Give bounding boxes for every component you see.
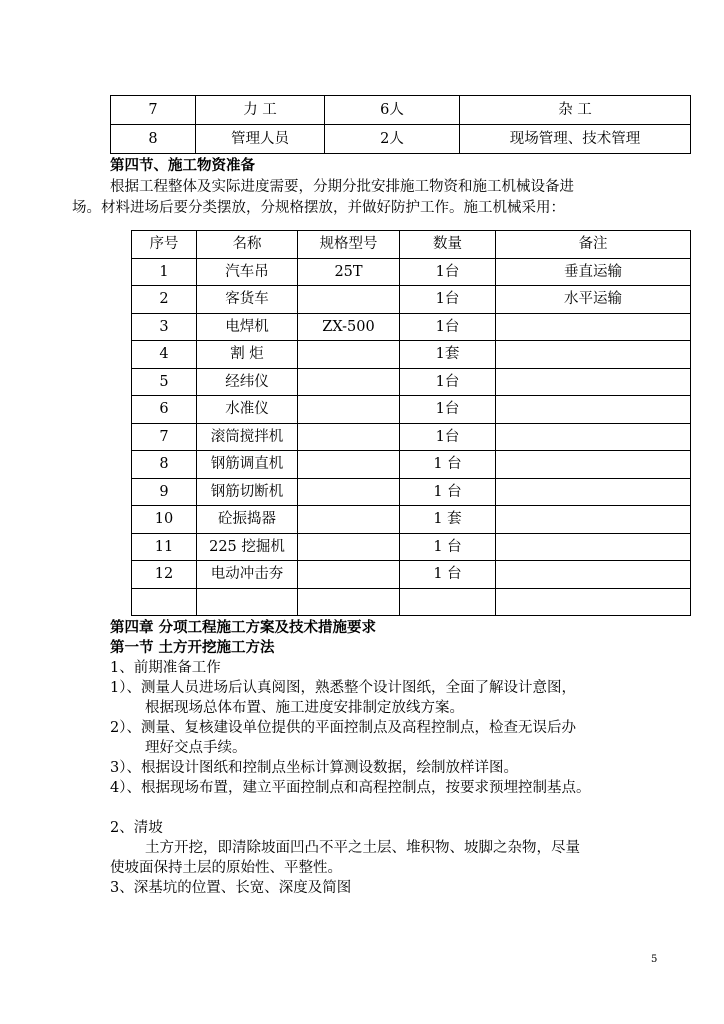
equipment-name: 钢筋调直机 xyxy=(197,451,298,479)
equipment-spec xyxy=(298,423,400,451)
equipment-qty: 1台 xyxy=(400,396,496,424)
equipment-note xyxy=(496,588,691,616)
table-row xyxy=(132,588,691,616)
equipment-note xyxy=(496,451,691,479)
header-qty: 数量 xyxy=(400,231,496,259)
staff-table xyxy=(110,95,691,154)
equipment-note xyxy=(496,313,691,341)
table-row xyxy=(111,96,691,125)
section1-title: 第一节 土方开挖施工方法 xyxy=(110,640,275,656)
equipment-name: 割 炬 xyxy=(197,341,298,369)
equipment-spec: ZX-500 xyxy=(298,313,400,341)
table-row xyxy=(132,478,691,506)
table-row xyxy=(132,423,691,451)
header-name: 名称 xyxy=(197,231,298,259)
header-no: 序号 xyxy=(132,231,197,259)
equipment-spec xyxy=(298,478,400,506)
equipment-spec xyxy=(298,451,400,479)
equipment-qty: 1 台 xyxy=(400,561,496,589)
item1-4: 4）、根据现场布置，建立平面控制点和高程控制点，按要求预埋控制基点。 xyxy=(110,780,591,796)
item1-1b: 根据现场总体布置、施工进度安排制定放线方案。 xyxy=(145,700,464,716)
equipment-qty: 1台 xyxy=(400,313,496,341)
equipment-note: 水平运输 xyxy=(496,286,691,314)
table-row xyxy=(132,286,691,314)
item1-3: 3）、根据设计图纸和控制点坐标计算测设数据，绘制放样详图。 xyxy=(110,760,518,776)
equipment-spec xyxy=(298,341,400,369)
equipment-qty: 1 台 xyxy=(400,451,496,479)
equipment-no: 5 xyxy=(132,368,197,396)
item2-b: 使坡面保持土层的原始性、平整性。 xyxy=(110,860,342,876)
equipment-name: 经纬仪 xyxy=(197,368,298,396)
equipment-qty: 1套 xyxy=(400,341,496,369)
equipment-note xyxy=(496,368,691,396)
equipment-no: 9 xyxy=(132,478,197,506)
equipment-spec xyxy=(298,396,400,424)
equipment-no xyxy=(132,588,197,616)
header-note: 备注 xyxy=(496,231,691,259)
section4-title: 第四节、施工物资准备 xyxy=(110,158,255,174)
equipment-qty: 1台 xyxy=(400,258,496,286)
equipment-spec: 25T xyxy=(298,258,400,286)
equipment-qty: 1台 xyxy=(400,286,496,314)
equipment-name: 滚筒搅拌机 xyxy=(197,423,298,451)
staff-no: 8 xyxy=(111,125,196,154)
page-number: 5 xyxy=(651,954,658,965)
equipment-table xyxy=(131,230,691,616)
item1-1a: 1）、测量人员进场后认真阅图，熟悉整个设计图纸，全面了解设计意图， xyxy=(110,680,576,696)
item1-2a: 2）、测量、复核建设单位提供的平面控制点及高程控制点，检查无误后办 xyxy=(110,720,576,736)
equipment-name: 电焊机 xyxy=(197,313,298,341)
table-row xyxy=(132,533,691,561)
table-header-row xyxy=(132,231,691,259)
section4-para-line1: 根据工程整体及实际进度需要，分期分批安排施工物资和施工机械设备进 xyxy=(110,179,574,195)
equipment-name: 钢筋切断机 xyxy=(197,478,298,506)
staff-work: 杂 工 xyxy=(460,96,691,125)
equipment-name: 电动冲击夯 xyxy=(197,561,298,589)
equipment-qty: 1台 xyxy=(400,368,496,396)
equipment-no: 10 xyxy=(132,506,197,534)
staff-role: 力 工 xyxy=(196,96,325,125)
equipment-name xyxy=(197,588,298,616)
table-row xyxy=(132,368,691,396)
equipment-name: 水准仪 xyxy=(197,396,298,424)
staff-work: 现场管理、技术管理 xyxy=(460,125,691,154)
equipment-no: 2 xyxy=(132,286,197,314)
item3-title: 3、深基坑的位置、长宽、深度及简图 xyxy=(110,880,352,896)
item1-2b: 理好交点手续。 xyxy=(145,740,247,756)
equipment-spec xyxy=(298,286,400,314)
equipment-qty: 1 套 xyxy=(400,506,496,534)
section4-para-line2: 场。材料进场后要分类摆放，分规格摆放，并做好防护工作。施工机械采用： xyxy=(72,200,565,216)
staff-no: 7 xyxy=(111,96,196,125)
equipment-note xyxy=(496,533,691,561)
header-spec: 规格型号 xyxy=(298,231,400,259)
equipment-no: 6 xyxy=(132,396,197,424)
equipment-no: 8 xyxy=(132,451,197,479)
equipment-no: 1 xyxy=(132,258,197,286)
equipment-no: 7 xyxy=(132,423,197,451)
staff-count: 2人 xyxy=(325,125,460,154)
item1-title: 1、前期准备工作 xyxy=(110,660,221,676)
equipment-note: 垂直运输 xyxy=(496,258,691,286)
equipment-note xyxy=(496,396,691,424)
equipment-name: 汽车吊 xyxy=(197,258,298,286)
table-row xyxy=(132,341,691,369)
equipment-note xyxy=(496,341,691,369)
equipment-spec xyxy=(298,506,400,534)
table-row xyxy=(132,396,691,424)
equipment-qty: 1 台 xyxy=(400,478,496,506)
equipment-no: 4 xyxy=(132,341,197,369)
equipment-qty: 1 台 xyxy=(400,533,496,561)
equipment-qty xyxy=(400,588,496,616)
table-row xyxy=(132,258,691,286)
equipment-name: 225 挖掘机 xyxy=(197,533,298,561)
equipment-no: 11 xyxy=(132,533,197,561)
equipment-spec xyxy=(298,561,400,589)
equipment-spec xyxy=(298,533,400,561)
equipment-qty: 1台 xyxy=(400,423,496,451)
equipment-name: 客货车 xyxy=(197,286,298,314)
equipment-note xyxy=(496,423,691,451)
table-row xyxy=(132,451,691,479)
equipment-spec xyxy=(298,368,400,396)
table-row xyxy=(132,561,691,589)
equipment-no: 3 xyxy=(132,313,197,341)
equipment-note xyxy=(496,478,691,506)
equipment-spec xyxy=(298,588,400,616)
table-row xyxy=(132,506,691,534)
equipment-no: 12 xyxy=(132,561,197,589)
table-row xyxy=(111,125,691,154)
equipment-note xyxy=(496,506,691,534)
staff-count: 6人 xyxy=(325,96,460,125)
item2-a: 土方开挖，即清除坡面凹凸不平之土层、堆积物、坡脚之杂物，尽量 xyxy=(145,840,580,856)
staff-role: 管理人员 xyxy=(196,125,325,154)
chapter4-title: 第四章 分项工程施工方案及技术措施要求 xyxy=(110,620,377,636)
item2-title: 2、清坡 xyxy=(110,820,163,836)
table-row xyxy=(132,313,691,341)
equipment-note xyxy=(496,561,691,589)
equipment-name: 砼振捣器 xyxy=(197,506,298,534)
